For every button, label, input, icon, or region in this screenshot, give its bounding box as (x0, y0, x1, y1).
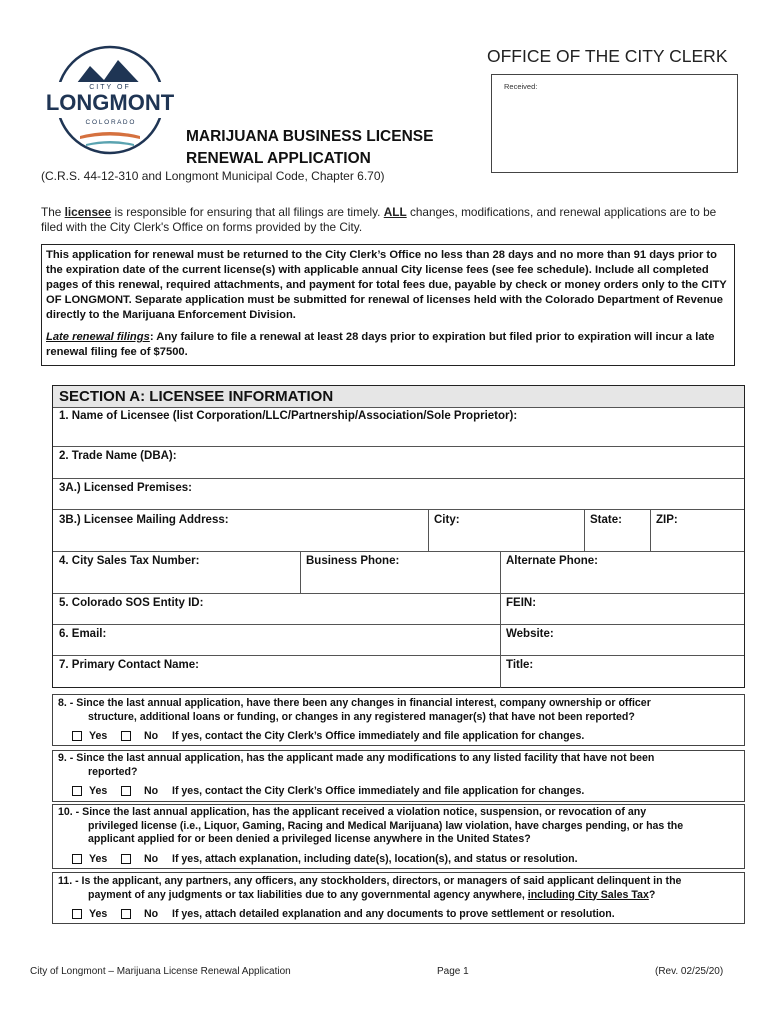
q8-no-checkbox[interactable] (121, 731, 131, 741)
footer-document-name: City of Longmont – Marijuana License Renewal Application (30, 966, 291, 977)
statute-reference: (C.R.S. 44-12-310 and Longmont Municipal Code, Chapter 6.70) (41, 169, 385, 183)
q11-yes-checkbox[interactable] (72, 909, 82, 919)
longmont-seal-icon (40, 44, 180, 156)
website-field[interactable]: Website: (506, 628, 554, 640)
q11-no-checkbox[interactable] (121, 909, 131, 919)
alternate-phone-field[interactable]: Alternate Phone: (506, 555, 599, 567)
logo-top-text: CITY OF (89, 84, 131, 91)
q8-no-label: No (144, 730, 159, 742)
logo-name: LONGMONT (45, 90, 175, 115)
zip-field[interactable]: ZIP: (656, 514, 678, 526)
q9-no-checkbox[interactable] (121, 786, 131, 796)
q10-yes-checkbox[interactable] (72, 854, 82, 864)
footer-page-number: Page 1 (437, 966, 469, 977)
q11-no-label: No (144, 908, 159, 920)
city-sales-tax-field[interactable]: 4. City Sales Tax Number: (59, 555, 200, 567)
title-field[interactable]: Title: (506, 659, 534, 671)
section-a-title: SECTION A: LICENSEE INFORMATION (59, 388, 334, 405)
section-a-table (52, 385, 745, 688)
q8-followup: If yes, contact the City Clerk’s Office immediately and file application for changes. (172, 730, 585, 742)
email-field[interactable]: 6. Email: (59, 628, 107, 640)
q9-no-label: No (144, 785, 159, 797)
intro-paragraph: The licensee is responsible for ensuring that all filings are timely. ALL changes, modifications, and renewal applications are to be filed with the City Clerk's Office on forms provided by the City. (41, 205, 717, 234)
primary-contact-field[interactable]: 7. Primary Contact Name: (59, 659, 199, 671)
question-8-text: 8. - Since the last annual application, have there been any changes in financial interest, company ownership or officer structure, additional loans or funding, or changes in any registered manager(s) that have not been reported? (58, 697, 651, 723)
q11-yes-label: Yes (89, 908, 108, 920)
received-stamp-box (491, 74, 738, 173)
q8-yes-label: Yes (89, 730, 108, 742)
title-line-2: RENEWAL APPLICATION (186, 150, 371, 167)
section-a-header (53, 386, 744, 408)
question-11-text: 11. - Is the applicant, any partners, any officers, any stockholders, directors, or managers of said applicant delinquent in the payment of any judgments or tax liabilities due to any governmental agency anywhere, including City Sales Tax? (58, 875, 682, 901)
q9-yes-checkbox[interactable] (72, 786, 82, 796)
notice-paragraph: This application for renewal must be returned to the City Clerk’s Office no less than 28 days and no more than 91 days prior to the expiration date of the current license(s) with applicable annual City license fees (see fee schedule). Include all completed pages of this renewal, required attachments, and payment for total fees due, payable by check or money orders only to the CITY OF LONGMONT. Separate application must be submitted for renewal of licenses held with the Colorado Department of Revenue directly to the Marijuana Enforcement Division. (46, 249, 727, 321)
trade-name-field[interactable]: 2. Trade Name (DBA): (59, 450, 177, 462)
q11-followup: If yes, attach detailed explanation and any documents to prove settlement or resolution. (172, 908, 615, 920)
licensed-premises-field[interactable]: 3A.) Licensed Premises: (59, 482, 192, 494)
city-field[interactable]: City: (434, 514, 460, 526)
late-filing-paragraph: Late renewal filings: Any failure to file a renewal at least 28 days prior to expiration but filed prior to expiration will incur a late renewal filing fee of $7500. (46, 331, 715, 358)
footer-revision: (Rev. 02/25/20) (655, 966, 724, 977)
q8-yes-checkbox[interactable] (72, 731, 82, 741)
licensee-name-field[interactable]: 1. Name of Licensee (list Corporation/LLC/Partnership/Association/Sole Proprietor): (59, 410, 518, 422)
mailing-address-field[interactable]: 3B.) Licensee Mailing Address: (59, 514, 229, 526)
title-line-1: MARIJUANA BUSINESS LICENSE (186, 128, 434, 145)
q10-followup: If yes, attach explanation, including date(s), location(s), and status or resolution. (172, 853, 578, 865)
form-title (186, 126, 433, 170)
q9-followup: If yes, contact the City Clerk’s Office immediately and file application for changes. (172, 785, 585, 797)
renewal-notice-box (41, 244, 735, 366)
q10-no-checkbox[interactable] (121, 854, 131, 864)
question-9-text: 9. - Since the last annual application, has the applicant made any modifications to any listed facility that have not been reported? (58, 752, 655, 778)
office-heading: OFFICE OF THE CITY CLERK (487, 46, 728, 66)
question-10-text: 10. - Since the last annual application, has the applicant received a violation notice, suspension, or revocation of any privileged license (i.e., Liquor, Gaming, Racing and Medical Marijuana) law violation, have charges pending, or has the applicant applied for or been denied a privileged license anywhere in the United States? (58, 806, 684, 845)
city-logo (40, 44, 180, 156)
business-phone-field[interactable]: Business Phone: (306, 555, 400, 567)
q10-no-label: No (144, 853, 159, 865)
q10-yes-label: Yes (89, 853, 108, 865)
q9-yes-label: Yes (89, 785, 108, 797)
logo-bottom-text: C O L O R A D O (85, 119, 135, 126)
sos-entity-id-field[interactable]: 5. Colorado SOS Entity ID: (59, 597, 204, 609)
state-field[interactable]: State: (590, 514, 622, 526)
fein-field[interactable]: FEIN: (506, 597, 537, 609)
received-label: Received: (504, 82, 538, 91)
